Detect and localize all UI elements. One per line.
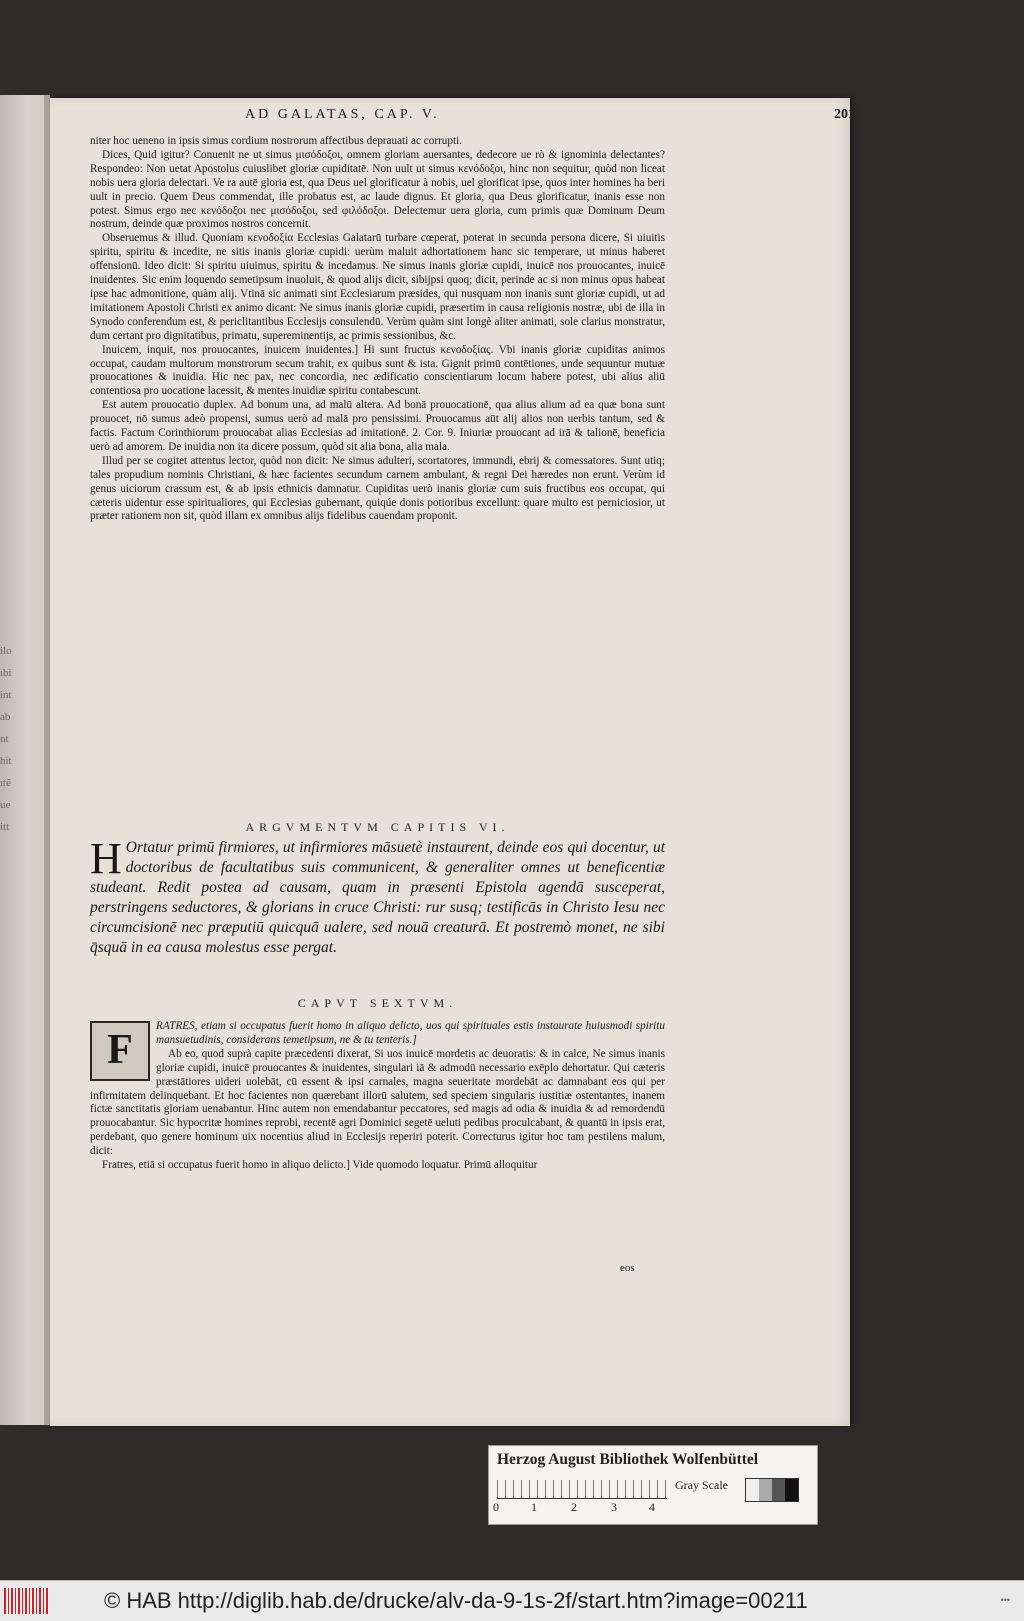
commentary-chapter-5 <box>90 135 665 524</box>
catchword: eos <box>620 1262 635 1274</box>
facing-page-fragment: itt <box>0 821 10 833</box>
facing-page-fragment: ıbi <box>0 667 12 679</box>
ruler-label: 1 <box>531 1500 537 1514</box>
facing-page-fragment: int <box>0 689 12 701</box>
viewer-footer <box>0 1580 1024 1621</box>
facing-page-fragment: ab <box>0 711 11 723</box>
hab-logo-icon <box>4 1588 48 1614</box>
argument-body: Ortatur primū firmiores, ut infirmiores māsuetè instaurent, deinde eos qui docentur, ut doctoribus de facultatibus suis communicent, & generaliter omnes ut beneficentiæ studeant. Redit postea ad causam, quam in præsenti Epistola agendā susceperat, perstringens seductores, & glorians in cruce Christi: rur susq; testificās in Christo Iesu nec circumcisionē nec præputiū quicquā ualere, sed nouā creaturā. Et postremò monet, ne sibi q̄squā in ea causa molestus esse pergat. <box>90 839 665 956</box>
running-title: AD GALATAS, CAP. V. <box>245 107 440 122</box>
ruler-label: 4 <box>649 1500 655 1514</box>
facing-page-fragments <box>0 640 20 838</box>
page-number: 201 <box>834 107 855 122</box>
ruler-label: 0 <box>493 1500 499 1514</box>
facing-page-fragment: ue <box>0 799 11 811</box>
commentary-chapter-6 <box>90 1020 665 1173</box>
grayscale-label: Gray Scale <box>675 1478 728 1492</box>
ornamental-initial: F <box>90 1021 150 1081</box>
argument-initial: H <box>90 834 122 883</box>
commentary-paragraph: Illud per se cogitet attentus lector, quòd non dicit: Ne simus adulteri, scortatores, immundi, ebrij & comessatores. Sunt utiq; tales propudium nominis Christiani, & hæc facientes secundum carnem ambulant, & regni Dei hæredes non erunt. Verùm id genus uiciorum crassum est, & ab ipsis ethnicis damnatur. Cupiditas uerò inanis gloriæ cum suis fructibus eos occupat, qui cæteris uidentur esse spiritualiores, qui Ecclesias gubernant, quiqúe donis potioribus excellunt: quare multo est perniciosior, ut præter rationem non sit, quòd illam ex omnibus alijs fidelibus cauendam proponit. <box>90 454 665 523</box>
facing-page-fragment: ıtē <box>0 777 11 789</box>
scripture-verse <box>90 1020 665 1048</box>
facing-page-fragment: nt <box>0 733 9 745</box>
running-header <box>245 107 855 125</box>
ruler-label: 2 <box>571 1500 577 1514</box>
facing-page-fragment: hit <box>0 755 12 767</box>
library-scale-card <box>488 1445 818 1525</box>
argument-text <box>90 834 665 958</box>
chapter-heading: CAPVT SEXTVM. <box>297 996 458 1010</box>
commentary-paragraph: Obseruemus & illud. Quoniam κενοδοξία Ecclesias Galatarū turbare cœperat, poterat in secunda persona dicere, Si uiuitis spiritu, spiritu & incedite, ne sitis inanis gloriæ cupidi: uerùm maluit adhortationem hanc sic temperare, ut minus haberet offensionū. Ideo dicit: Si spiritu uiuimus, spiritu & incedamus. Ne simus inanis gloriæ cupidi, inuicē nos prouocantes, inuicē inuidentes. Sic enim loquendo semetipsum inuoluit, & quod alijs dicit, sibijpsi quoq; dicit, perinde ac si non minus opus habeat ipse hac admonitione, quàm alij. Vtinā sic animati sint Ecclesiarum præsides, qui nusquam non inanis sunt gloriæ cupidi, ut ad imitationem Apostoli Christi ex animo dicant: Ne simus inanis gloriæ cupidi, præsertim in causa religionis nostræ, ubi de illa in Synodo conferendum est, & periclitantibus Ecclesijs consulendū. Verùm quàm sint longè aliter animati, sole clarius monstratur, dum certant pro dignitatibus, primatu, supereminentijs, ac primis sessionibus, &c. <box>90 232 665 342</box>
commentary-paragraph: Dices, Quid igitur? Conuenit ne ut simus μισόδοξοι, omnem gloriam auersantes, dedecore ue rò & ignominia delectantes? Respondeo: Non uetat Apostolus cuiuslibet gloriæ cupiditatē. Non uult ut simus κενόδοξοι, hinc non sequitur, quòd non liceat nobis uera gloria delectari. Ve ra autē gloria est, qua Deus uel glorificatur à nobis, uel glorificat ipse, quos inter homines ha beri uult in precio. Quem Deus commendat, ille probatus est, ac laude dignus. Et gloria, qua Deus glorificatur, inanis esse non potest. Simus ergo nec κενόδοξοι nec μισόδοξοι, sed φιλόδοξοι. Delectemur uera gloria, cum primis quæ Dominum Deum nostrum, deinde quæ proximos nostros concernit. <box>90 148 665 231</box>
argument-heading: ARGVMENTVM CAPITIS VI. <box>245 820 510 834</box>
commentary-paragraph: Ab eo, quod suprà capite præcedenti dixerat, Si uos inuicē mordetis ac deuoratis: & in calce, Ne simus inanis gloriæ cupidi, inuicē prouocantes & inuidentes, singulari iā & admodū necessario exēplo dehortatur. Qui cæteris præstātiores uideri uolebāt, cū essent & ipsi carnales, magna seueritate mordebāt ac damnabant eos qui per infirmitatem delinquebant. Et hoc facientes non quærebant illorū salutem, sed speciem singularis iustitiæ ostentantes, inanem fictæ sanctitatis gloriam uenabantur. Hinc autem non emendabantur peccatores, sed magis ad odia & inuidia & ad remordendū prouocabantur. Sic hypocritæ homines reprobi, recentē agri Dominici segetē ueluti pedibus proculcabant, & quantū in ipsis erat, perdebant, quo genere hominum uix nocentius aliud in Ecclesijs reperiri poterit. Correcturus igitur hoc tam pestilens malum, dicit: <box>90 1047 665 1158</box>
facing-page-fragment: ilo <box>0 645 12 657</box>
grayscale-swatch <box>745 1478 799 1502</box>
ruler-label: 3 <box>611 1500 617 1514</box>
copyright-link[interactable]: © HAB http://diglib.hab.de/drucke/alv-da-9-1s-2f/start.htm?image=00211 <box>104 1588 808 1613</box>
commentary-paragraph: Est autem prouocatio duplex. Ad bonum una, ad malū altera. Ad bonā prouocationē, qua alius alium ad ea quæ bona sunt prouocet, nō sumus adeò propensi, sumus uerò ad malā pro pensissimi. Prouocamus aūt alij alios non uerbis tantum, sed & factis. Factum Corinthiorum prouocabat alias Ecclesias ad imitationē. 2. Cor. 9. Iniuriæ prouocant ad irā & talionē, beneficia uerò ad amorem. De inuidia non ita dicere possum, quòd sit alia bona, alia mala. <box>90 399 665 453</box>
commentary-paragraph: niter hoc ueneno in ipsis simus cordium nostrorum affectibus deprauati ac corrupti. <box>90 135 462 147</box>
commentary-paragraph: Fratres, etiā si occupatus fuerit homo in aliquo delicto.] Vide quomodo loquatur. Primū alloquitur <box>102 1159 538 1172</box>
ruler-ticks <box>497 1480 667 1498</box>
library-name: Herzog August Bibliothek Wolfenbüttel <box>497 1451 759 1468</box>
commentary-paragraph: Inuicem, inquit, nos prouocantes, inuicem inuidentes.] Hi sunt fructus κενοδοξίας. Vbi inanis gloriæ cupiditas animos occupat, caudam multorum monstrorum secum trahit, ex quibus sunt & ista. Gignit primū contētiones, unde sequuntur mutuæ prouocationes & inuidia. Hic nec pax, nec concordia, nec ædificatio conscientiarum locum habere potest, ubi alius aliū contentiosa pro uocatione lacessit, & mentes inuidiæ spiritu contabescunt. <box>90 343 665 398</box>
verse-text: RATRES, etiam si occupatus fuerit homo in aliquo delicto, uos qui spirituales estis instaurate huiusmodi spiritu mansuetudinis, considerans temetipsum, ne & tu tenteris.] <box>156 1020 665 1046</box>
more-dots-icon: ••• <box>1000 1595 1010 1605</box>
